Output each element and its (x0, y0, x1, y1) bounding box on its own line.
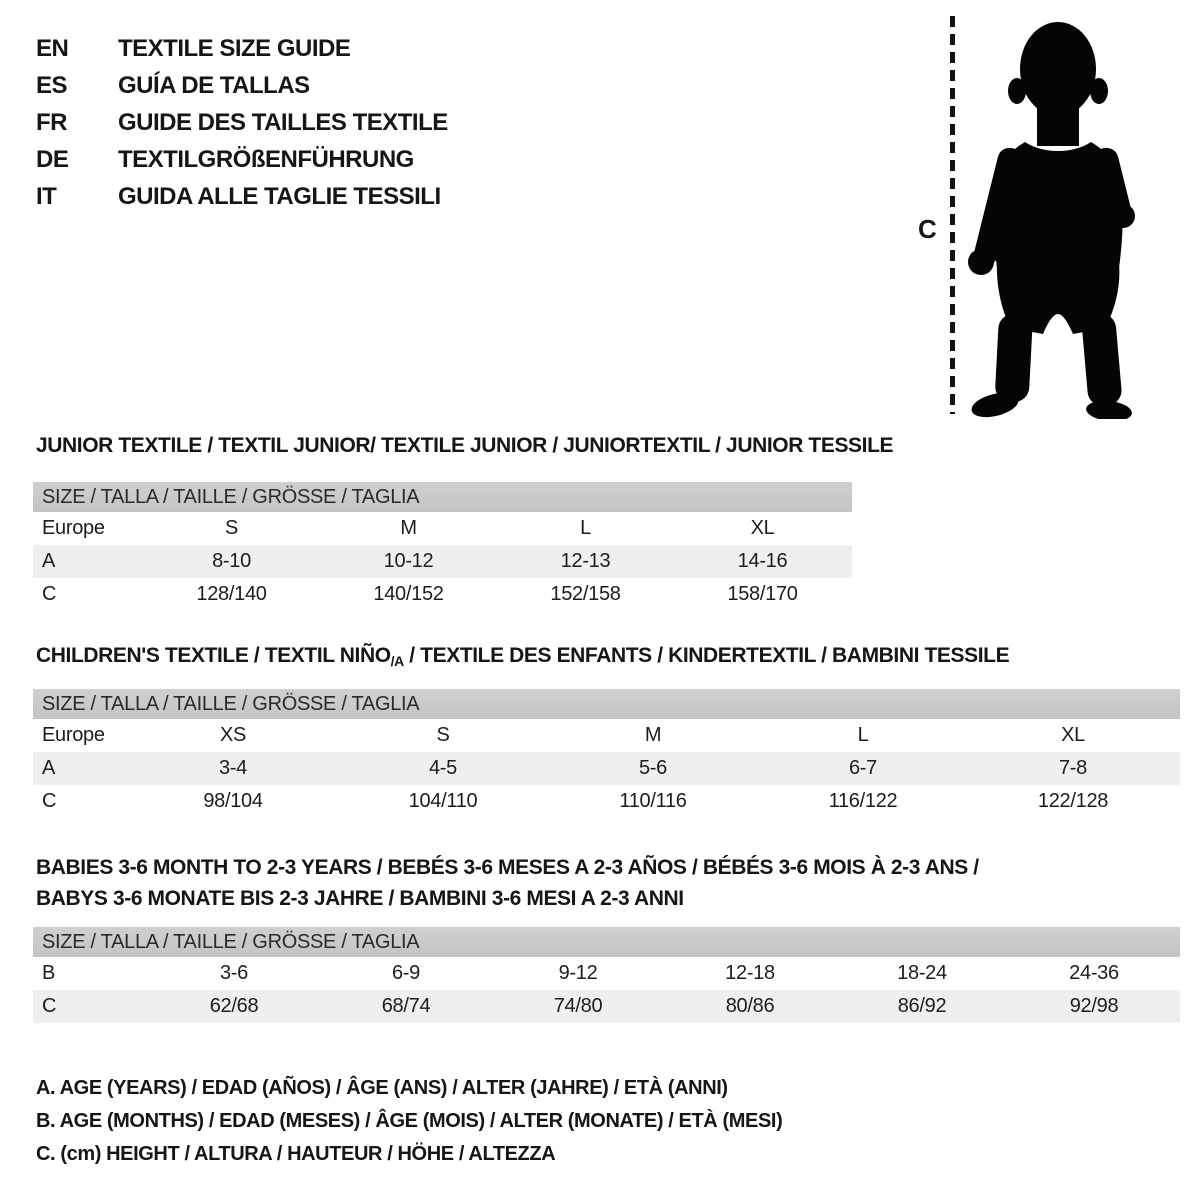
age-cell: 12-13 (560, 550, 611, 572)
row-label: B (42, 962, 56, 984)
babies-title-line1: BABIES 3-6 MONTH TO 2-3 YEARS / BEBÉS 3-6 MESES A 2-3 AÑOS / BÉBÉS 3-6 MOIS À 2-3 ANS / (36, 856, 979, 879)
height-cell: 86/92 (897, 995, 947, 1017)
months-cell: 6-9 (391, 962, 420, 984)
height-cell: 158/170 (727, 583, 798, 605)
row-label: Europe (42, 724, 105, 746)
table-row-age (33, 752, 1180, 785)
table-row-europe (33, 512, 852, 545)
language-row-es (36, 67, 448, 104)
height-cell: 98/104 (203, 790, 263, 812)
language-row-it (36, 178, 448, 215)
babies-title-line2: BABYS 3-6 MONATE BIS 2-3 JAHRE / BAMBINI 3-6 MESI A 2-3 ANNI (36, 887, 684, 910)
size-cell: XL (1061, 724, 1085, 746)
children-section-title (36, 644, 1009, 669)
language-row-fr (36, 104, 448, 141)
language-code: ES (36, 72, 68, 99)
language-row-de (36, 141, 448, 178)
legend-notes (36, 1072, 782, 1171)
height-cell: 68/74 (381, 995, 431, 1017)
babies-size-table (33, 927, 1180, 1023)
height-cell: 92/98 (1069, 995, 1119, 1017)
height-cell: 122/128 (1037, 790, 1109, 812)
junior-size-table (33, 482, 852, 611)
children-title-subscript: /A (390, 653, 404, 669)
language-code: EN (36, 35, 69, 62)
height-measure-label: C (918, 214, 937, 244)
junior-section-title: JUNIOR TEXTILE / TEXTIL JUNIOR/ TEXTILE JUNIOR / JUNIORTEXTIL / JUNIOR TESSILE (36, 434, 894, 457)
children-title-prefix: CHILDREN'S TEXTILE / TEXTIL NIÑO (36, 644, 391, 667)
children-title-suffix: / TEXTILE DES ENFANTS / KINDERTEXTIL / BAMBINI TESSILE (403, 644, 1010, 667)
note-height-cm: C. (cm) HEIGHT / ALTURA / HAUTEUR / HÖHE / ALTEZZA (36, 1143, 556, 1165)
height-cell: 152/158 (550, 583, 621, 605)
height-cell: 110/116 (619, 790, 687, 812)
size-cell: M (400, 517, 417, 539)
age-cell: 6-7 (848, 757, 877, 779)
language-code: DE (36, 146, 69, 173)
language-title: TEXTILE SIZE GUIDE (118, 35, 351, 62)
months-cell: 18-24 (897, 962, 947, 984)
language-title: GUIDA ALLE TAGLIE TESSILI (118, 183, 441, 210)
table-row-height (33, 578, 852, 611)
height-cell: 104/110 (408, 790, 478, 812)
size-cell: XS (219, 724, 247, 746)
row-label: A (42, 550, 56, 572)
note-age-months: B. AGE (MONTHS) / EDAD (MESES) / ÂGE (MOIS) / ALTER (MONATE) / ETÀ (MESI) (36, 1110, 783, 1132)
months-cell: 3-6 (219, 962, 248, 984)
language-row-en (36, 30, 448, 67)
row-label: C (42, 790, 57, 812)
size-cell: S (224, 517, 239, 539)
table-row-age (33, 545, 852, 578)
age-cell: 3-4 (218, 757, 247, 779)
height-dashed-line (950, 16, 955, 414)
language-title: GUÍA DE TALLAS (118, 72, 310, 99)
language-code: FR (36, 109, 67, 136)
size-header-bar: SIZE / TALLA / TAILLE / GRÖSSE / TAGLIA (33, 482, 852, 512)
age-cell: 5-6 (638, 757, 667, 779)
size-cell: M (644, 724, 662, 746)
age-cell: 4-5 (428, 757, 457, 779)
language-title: TEXTILGRÖßENFÜHRUNG (118, 146, 414, 173)
size-cell: XL (750, 517, 775, 539)
height-cell: 116/122 (828, 790, 898, 812)
children-size-table (33, 689, 1180, 818)
age-cell: 10-12 (383, 550, 434, 572)
months-cell: 12-18 (725, 962, 775, 984)
table-row-europe (33, 719, 1180, 752)
size-header-bar: SIZE / TALLA / TAILLE / GRÖSSE / TAGLIA (33, 927, 1180, 957)
babies-section-title (36, 852, 979, 914)
toddler-silhouette-icon (963, 14, 1138, 419)
size-cell: L (857, 724, 869, 746)
note-age-years: A. AGE (YEARS) / EDAD (AÑOS) / ÂGE (ANS) / ALTER (JAHRE) / ETÀ (ANNI) (36, 1077, 728, 1099)
height-cell: 74/80 (553, 995, 603, 1017)
age-cell: 14-16 (737, 550, 788, 572)
height-cell: 140/152 (373, 583, 444, 605)
size-cell: S (436, 724, 450, 746)
size-header-bar: SIZE / TALLA / TAILLE / GRÖSSE / TAGLIA (33, 689, 1180, 719)
height-cell: 80/86 (725, 995, 775, 1017)
height-cell: 128/140 (196, 583, 267, 605)
months-cell: 9-12 (558, 962, 598, 984)
row-label: A (42, 757, 56, 779)
language-legend (36, 30, 448, 215)
height-cell: 62/68 (209, 995, 259, 1017)
size-cell: L (580, 517, 591, 539)
table-row-months (33, 957, 1180, 990)
age-cell: 7-8 (1058, 757, 1087, 779)
age-cell: 8-10 (212, 550, 251, 572)
language-title: GUIDE DES TAILLES TEXTILE (118, 109, 448, 136)
language-code: IT (36, 183, 57, 210)
row-label: C (42, 995, 57, 1017)
row-label: Europe (42, 517, 105, 539)
table-row-height (33, 990, 1180, 1023)
row-label: C (42, 583, 57, 605)
table-row-height (33, 785, 1180, 818)
months-cell: 24-36 (1069, 962, 1119, 984)
